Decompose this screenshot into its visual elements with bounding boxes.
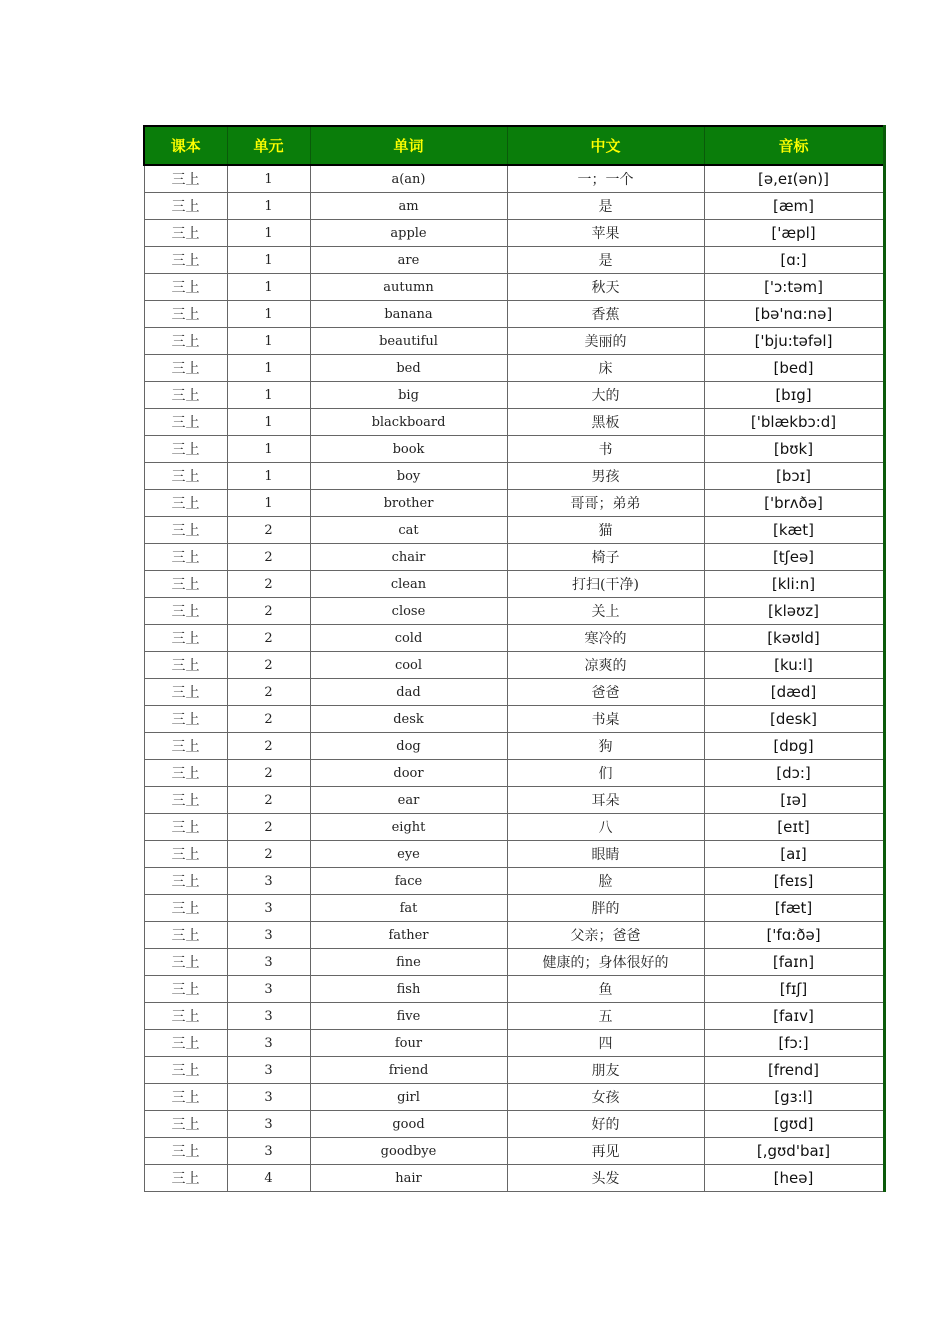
cell-chinese: 脸 (507, 868, 704, 895)
cell-word: big (310, 382, 507, 409)
cell-unit: 2 (227, 625, 310, 652)
cell-chinese: 床 (507, 355, 704, 382)
cell-textbook: 三上 (144, 652, 227, 679)
header-word: 单词 (310, 126, 507, 165)
cell-chinese: 鱼 (507, 976, 704, 1003)
cell-phonetic: [ɑ:] (704, 247, 884, 274)
cell-chinese: 大的 (507, 382, 704, 409)
table-row (144, 787, 884, 814)
table-row (144, 652, 884, 679)
cell-word: goodbye (310, 1138, 507, 1165)
cell-word: clean (310, 571, 507, 598)
cell-chinese: 香蕉 (507, 301, 704, 328)
cell-word: blackboard (310, 409, 507, 436)
table-row (144, 490, 884, 517)
cell-phonetic: [heə] (704, 1165, 884, 1192)
table-row (144, 625, 884, 652)
cell-chinese: 黑板 (507, 409, 704, 436)
cell-word: good (310, 1111, 507, 1138)
cell-textbook: 三上 (144, 706, 227, 733)
cell-textbook: 三上 (144, 165, 227, 193)
cell-unit: 1 (227, 247, 310, 274)
cell-chinese: 爸爸 (507, 679, 704, 706)
cell-phonetic: ['bju:təfəl] (704, 328, 884, 355)
cell-textbook: 三上 (144, 841, 227, 868)
table-row (144, 679, 884, 706)
cell-phonetic: [,gʊd'baɪ] (704, 1138, 884, 1165)
table-row (144, 868, 884, 895)
cell-chinese: 四 (507, 1030, 704, 1057)
table-row (144, 1003, 884, 1030)
cell-word: fat (310, 895, 507, 922)
cell-unit: 1 (227, 409, 310, 436)
table-row (144, 436, 884, 463)
header-chinese: 中文 (507, 126, 704, 165)
cell-unit: 3 (227, 895, 310, 922)
cell-chinese: 眼睛 (507, 841, 704, 868)
table-row (144, 733, 884, 760)
cell-chinese: 书桌 (507, 706, 704, 733)
cell-textbook: 三上 (144, 544, 227, 571)
table-row (144, 1030, 884, 1057)
cell-unit: 2 (227, 679, 310, 706)
cell-phonetic: [æm] (704, 193, 884, 220)
cell-phonetic: [desk] (704, 706, 884, 733)
cell-unit: 1 (227, 436, 310, 463)
cell-chinese: 健康的；身体很好的 (507, 949, 704, 976)
cell-word: am (310, 193, 507, 220)
table-row (144, 544, 884, 571)
table-row (144, 1084, 884, 1111)
cell-unit: 2 (227, 517, 310, 544)
table-body (144, 165, 884, 1192)
cell-chinese: 好的 (507, 1111, 704, 1138)
cell-chinese: 狗 (507, 733, 704, 760)
cell-word: eye (310, 841, 507, 868)
cell-textbook: 三上 (144, 976, 227, 1003)
cell-unit: 3 (227, 949, 310, 976)
table-row (144, 463, 884, 490)
cell-unit: 2 (227, 814, 310, 841)
cell-phonetic: [gɜ:l] (704, 1084, 884, 1111)
cell-unit: 3 (227, 1030, 310, 1057)
cell-word: girl (310, 1084, 507, 1111)
table-row (144, 760, 884, 787)
cell-phonetic: [kləʊz] (704, 598, 884, 625)
cell-word: desk (310, 706, 507, 733)
cell-phonetic: [feɪs] (704, 868, 884, 895)
cell-unit: 3 (227, 1057, 310, 1084)
table-row (144, 1165, 884, 1192)
cell-unit: 1 (227, 463, 310, 490)
table-row (144, 301, 884, 328)
cell-word: cool (310, 652, 507, 679)
cell-word: bed (310, 355, 507, 382)
cell-textbook: 三上 (144, 922, 227, 949)
header-row (144, 126, 884, 165)
cell-chinese: 们 (507, 760, 704, 787)
cell-unit: 1 (227, 328, 310, 355)
cell-word: chair (310, 544, 507, 571)
header-unit: 单元 (227, 126, 310, 165)
vocabulary-sheet (143, 125, 883, 1192)
header-phonetic: 音标 (704, 126, 884, 165)
cell-chinese: 女孩 (507, 1084, 704, 1111)
cell-unit: 1 (227, 220, 310, 247)
cell-textbook: 三上 (144, 436, 227, 463)
cell-word: cold (310, 625, 507, 652)
cell-unit: 2 (227, 652, 310, 679)
cell-phonetic: [bʊk] (704, 436, 884, 463)
cell-unit: 4 (227, 1165, 310, 1192)
cell-textbook: 三上 (144, 382, 227, 409)
cell-unit: 3 (227, 1111, 310, 1138)
cell-unit: 3 (227, 868, 310, 895)
cell-chinese: 父亲；爸爸 (507, 922, 704, 949)
cell-word: face (310, 868, 507, 895)
cell-chinese: 八 (507, 814, 704, 841)
cell-textbook: 三上 (144, 247, 227, 274)
cell-chinese: 是 (507, 247, 704, 274)
cell-phonetic: [bed] (704, 355, 884, 382)
table-row (144, 814, 884, 841)
cell-phonetic: [kəʊld] (704, 625, 884, 652)
header-textbook: 课本 (144, 126, 227, 165)
table-row (144, 220, 884, 247)
table-row (144, 976, 884, 1003)
table-row (144, 193, 884, 220)
cell-unit: 3 (227, 1003, 310, 1030)
cell-word: autumn (310, 274, 507, 301)
cell-textbook: 三上 (144, 274, 227, 301)
table-row (144, 706, 884, 733)
cell-textbook: 三上 (144, 463, 227, 490)
table-row (144, 409, 884, 436)
cell-phonetic: [ə,eɪ(ən)] (704, 165, 884, 193)
cell-textbook: 三上 (144, 625, 227, 652)
cell-unit: 2 (227, 544, 310, 571)
cell-unit: 2 (227, 760, 310, 787)
cell-word: eight (310, 814, 507, 841)
cell-phonetic: ['fɑ:ðə] (704, 922, 884, 949)
cell-textbook: 三上 (144, 1057, 227, 1084)
cell-phonetic: ['blækbɔ:d] (704, 409, 884, 436)
cell-textbook: 三上 (144, 814, 227, 841)
cell-word: five (310, 1003, 507, 1030)
cell-word: beautiful (310, 328, 507, 355)
cell-phonetic: [aɪ] (704, 841, 884, 868)
table-row (144, 328, 884, 355)
cell-phonetic: [faɪn] (704, 949, 884, 976)
cell-unit: 3 (227, 976, 310, 1003)
cell-unit: 2 (227, 733, 310, 760)
cell-unit: 1 (227, 193, 310, 220)
cell-chinese: 打扫(干净) (507, 571, 704, 598)
table-row (144, 247, 884, 274)
cell-chinese: 男孩 (507, 463, 704, 490)
cell-unit: 1 (227, 274, 310, 301)
cell-word: cat (310, 517, 507, 544)
cell-textbook: 三上 (144, 679, 227, 706)
cell-unit: 3 (227, 1084, 310, 1111)
cell-chinese: 凉爽的 (507, 652, 704, 679)
cell-phonetic: [ɪə] (704, 787, 884, 814)
cell-chinese: 椅子 (507, 544, 704, 571)
cell-textbook: 三上 (144, 328, 227, 355)
table-row (144, 517, 884, 544)
cell-textbook: 三上 (144, 1111, 227, 1138)
table-row (144, 922, 884, 949)
cell-textbook: 三上 (144, 949, 227, 976)
cell-unit: 2 (227, 571, 310, 598)
cell-textbook: 三上 (144, 760, 227, 787)
cell-textbook: 三上 (144, 1003, 227, 1030)
cell-word: are (310, 247, 507, 274)
cell-phonetic: [tʃeə] (704, 544, 884, 571)
cell-textbook: 三上 (144, 490, 227, 517)
cell-phonetic: [dɒg] (704, 733, 884, 760)
cell-textbook: 三上 (144, 301, 227, 328)
cell-unit: 1 (227, 490, 310, 517)
cell-unit: 1 (227, 165, 310, 193)
table-row (144, 571, 884, 598)
cell-word: banana (310, 301, 507, 328)
cell-word: fine (310, 949, 507, 976)
table-row (144, 895, 884, 922)
cell-phonetic: [bɪg] (704, 382, 884, 409)
cell-chinese: 是 (507, 193, 704, 220)
cell-phonetic: ['ɔ:təm] (704, 274, 884, 301)
cell-textbook: 三上 (144, 895, 227, 922)
table-row (144, 949, 884, 976)
cell-chinese: 胖的 (507, 895, 704, 922)
cell-unit: 3 (227, 922, 310, 949)
cell-phonetic: [dæd] (704, 679, 884, 706)
cell-phonetic: [ku:l] (704, 652, 884, 679)
cell-chinese: 再见 (507, 1138, 704, 1165)
cell-phonetic: [frend] (704, 1057, 884, 1084)
cell-chinese: 朋友 (507, 1057, 704, 1084)
cell-textbook: 三上 (144, 787, 227, 814)
cell-word: book (310, 436, 507, 463)
cell-word: hair (310, 1165, 507, 1192)
cell-phonetic: [fɔ:] (704, 1030, 884, 1057)
cell-chinese: 寒冷的 (507, 625, 704, 652)
cell-phonetic: [kæt] (704, 517, 884, 544)
table-row (144, 598, 884, 625)
cell-textbook: 三上 (144, 868, 227, 895)
cell-word: fish (310, 976, 507, 1003)
cell-phonetic: ['æpl] (704, 220, 884, 247)
table-row (144, 1111, 884, 1138)
cell-textbook: 三上 (144, 220, 227, 247)
cell-word: door (310, 760, 507, 787)
cell-textbook: 三上 (144, 1165, 227, 1192)
cell-chinese: 关上 (507, 598, 704, 625)
cell-textbook: 三上 (144, 733, 227, 760)
cell-phonetic: [bə'nɑ:nə] (704, 301, 884, 328)
cell-chinese: 耳朵 (507, 787, 704, 814)
cell-chinese: 苹果 (507, 220, 704, 247)
cell-chinese: 一；一个 (507, 165, 704, 193)
cell-word: close (310, 598, 507, 625)
cell-word: friend (310, 1057, 507, 1084)
cell-word: boy (310, 463, 507, 490)
cell-word: dad (310, 679, 507, 706)
cell-chinese: 秋天 (507, 274, 704, 301)
cell-phonetic: [fɪʃ] (704, 976, 884, 1003)
cell-word: four (310, 1030, 507, 1057)
cell-unit: 1 (227, 355, 310, 382)
cell-textbook: 三上 (144, 1030, 227, 1057)
table-row (144, 274, 884, 301)
cell-unit: 2 (227, 598, 310, 625)
cell-word: ear (310, 787, 507, 814)
cell-unit: 3 (227, 1138, 310, 1165)
cell-phonetic: ['brʌðə] (704, 490, 884, 517)
cell-chinese: 头发 (507, 1165, 704, 1192)
cell-unit: 2 (227, 787, 310, 814)
cell-unit: 2 (227, 706, 310, 733)
cell-textbook: 三上 (144, 517, 227, 544)
table-row (144, 355, 884, 382)
cell-chinese: 猫 (507, 517, 704, 544)
cell-textbook: 三上 (144, 598, 227, 625)
cell-phonetic: [bɔɪ] (704, 463, 884, 490)
table-row (144, 841, 884, 868)
cell-word: brother (310, 490, 507, 517)
cell-unit: 1 (227, 382, 310, 409)
cell-textbook: 三上 (144, 355, 227, 382)
vocabulary-table (143, 125, 886, 1192)
cell-textbook: 三上 (144, 409, 227, 436)
cell-phonetic: [dɔ:] (704, 760, 884, 787)
cell-phonetic: [eɪt] (704, 814, 884, 841)
cell-phonetic: [kli:n] (704, 571, 884, 598)
cell-textbook: 三上 (144, 193, 227, 220)
cell-chinese: 美丽的 (507, 328, 704, 355)
table-row (144, 165, 884, 193)
cell-phonetic: [fæt] (704, 895, 884, 922)
cell-word: a(an) (310, 165, 507, 193)
table-row (144, 1057, 884, 1084)
cell-word: father (310, 922, 507, 949)
cell-chinese: 书 (507, 436, 704, 463)
cell-textbook: 三上 (144, 1084, 227, 1111)
cell-phonetic: [gʊd] (704, 1111, 884, 1138)
cell-word: dog (310, 733, 507, 760)
cell-word: apple (310, 220, 507, 247)
table-row (144, 382, 884, 409)
cell-textbook: 三上 (144, 571, 227, 598)
cell-phonetic: [faɪv] (704, 1003, 884, 1030)
cell-unit: 2 (227, 841, 310, 868)
cell-textbook: 三上 (144, 1138, 227, 1165)
table-row (144, 1138, 884, 1165)
cell-chinese: 哥哥；弟弟 (507, 490, 704, 517)
cell-unit: 1 (227, 301, 310, 328)
cell-chinese: 五 (507, 1003, 704, 1030)
